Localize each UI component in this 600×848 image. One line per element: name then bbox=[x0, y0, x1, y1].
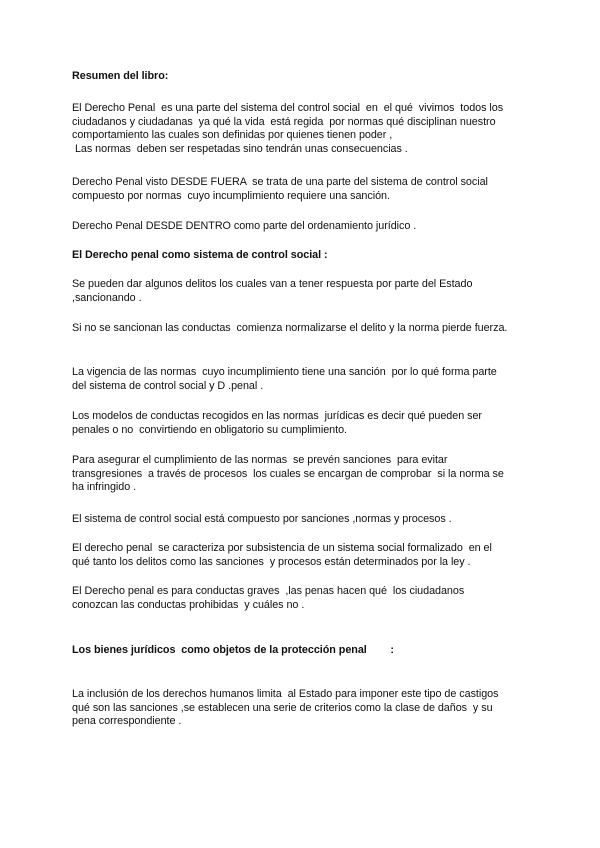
paragraph-line: El Derecho Penal es una parte del sistema del control social en el qué vivimos todos los bbox=[72, 102, 504, 114]
paragraph-line: pena correspondiente . bbox=[72, 715, 182, 727]
section-heading-bienes-juridicos bbox=[72, 644, 540, 658]
section-heading-text: Los bienes jurídicos como objetos de la protección penal : bbox=[72, 644, 394, 656]
paragraph-line: penales o no convirtiendo en obligatorio su cumplimiento. bbox=[72, 423, 347, 436]
paragraph-line: Se pueden dar algunos delitos los cuales van a tener respuesta por parte del Estado bbox=[72, 278, 473, 290]
section1-paragraph-6 bbox=[72, 513, 540, 527]
paragraph-line: qué son las sanciones ,se establecen una serie de criterios como la clase de daños y su bbox=[72, 701, 493, 714]
intro-paragraph-1 bbox=[72, 102, 540, 156]
paragraph-line: qué tanto los delitos como las sanciones y procesos están determinados por la ley . bbox=[72, 555, 471, 568]
paragraph-line: ha infringido . bbox=[72, 481, 137, 493]
paragraph-line: ,sancionando . bbox=[72, 291, 142, 304]
section1-paragraph-4 bbox=[72, 410, 540, 437]
section1-paragraph-7 bbox=[72, 542, 540, 569]
section-heading-control-social bbox=[72, 249, 540, 263]
paragraph-line: La vigencia de las normas cuyo incumplimiento tiene una sanción por lo qué forma parte bbox=[72, 366, 497, 378]
intro-paragraph-3 bbox=[72, 220, 540, 234]
paragraph-line: El derecho penal se caracteriza por subsistencia de un sistema social formalizado en el bbox=[72, 542, 492, 554]
paragraph-line: compuesto por normas cuyo incumplimiento requiere una sanción. bbox=[72, 189, 390, 202]
paragraph-line: El sistema de control social está compuesto por sanciones ,normas y procesos . bbox=[72, 513, 452, 525]
section-heading-text: El Derecho penal como sistema de control social : bbox=[72, 249, 328, 261]
document-title bbox=[72, 70, 540, 84]
intro-paragraph-2 bbox=[72, 176, 540, 203]
section1-paragraph-2 bbox=[72, 322, 540, 336]
paragraph-line: La inclusión de los derechos humanos limita al Estado para imponer este tipo de castigos bbox=[72, 688, 499, 700]
paragraph-line: Los modelos de conductas recogidos en las normas jurídicas es decir qué pueden ser bbox=[72, 410, 482, 422]
section1-paragraph-1 bbox=[72, 278, 540, 305]
paragraph-line: conozcan las conductas prohibidas y cuáles no . bbox=[72, 598, 305, 611]
section1-paragraph-8 bbox=[72, 585, 540, 612]
title-text: Resumen del libro: bbox=[72, 70, 169, 82]
paragraph-line: Si no se sancionan las conductas comienza normalizarse el delito y la norma pierde fuerza. bbox=[72, 322, 508, 334]
section1-paragraph-5 bbox=[72, 454, 540, 495]
paragraph-line: del sistema de control social y D .penal . bbox=[72, 379, 264, 392]
paragraph-line: transgresiones a través de procesos los cuales se encargan de comprobar si la norma se bbox=[72, 467, 504, 480]
paragraph-line: Derecho Penal DESDE DENTRO como parte del ordenamiento jurídico . bbox=[72, 220, 417, 232]
section2-paragraph-1 bbox=[72, 688, 540, 729]
section1-paragraph-3 bbox=[72, 366, 540, 393]
paragraph-line: comportamiento las cuales son definidas por quienes tienen poder , bbox=[72, 129, 393, 141]
paragraph-line: El Derecho penal es para conductas graves ,las penas hacen qué los ciudadanos bbox=[72, 585, 465, 597]
paragraph-line: Para asegurar el cumplimiento de las normas se prevén sanciones para evitar bbox=[72, 454, 448, 466]
paragraph-line: Las normas deben ser respetadas sino tendrán unas consecuencias . bbox=[72, 142, 408, 155]
paragraph-line: Derecho Penal visto DESDE FUERA se trata de una parte del sistema de control social bbox=[72, 176, 488, 188]
paragraph-line: ciudadanos y ciudadanas ya qué la vida está regida por normas qué disciplinan nuestro bbox=[72, 115, 496, 128]
